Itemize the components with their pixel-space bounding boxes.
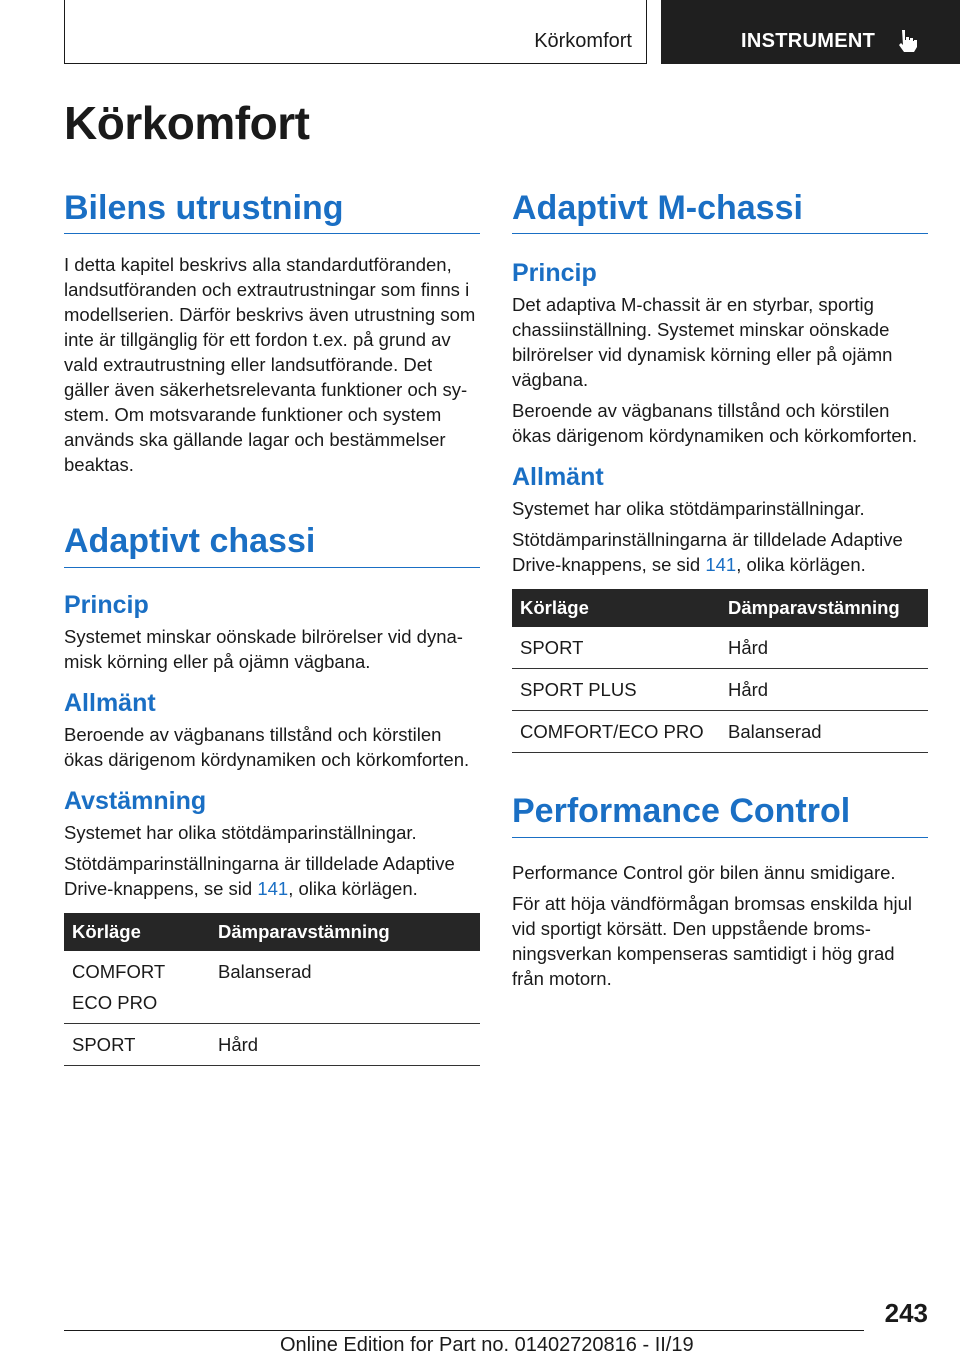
section-title-performance-control: Performance Control bbox=[512, 793, 928, 837]
table-header-mode: Körläge bbox=[512, 589, 720, 627]
page-link-141[interactable]: 141 bbox=[705, 554, 737, 576]
performance-control-text-2: För att höja vändförmågan bromsas enskilda hjul vid sportigt körsätt. Den uppstående bromsningsverkan kompenseras samtidigt i hög grad från motorn. bbox=[512, 892, 913, 989]
table-header-row bbox=[512, 589, 928, 627]
page-number: 243 bbox=[884, 1298, 928, 1328]
section-title-bilens-utrustning: Bilens utrustning bbox=[64, 190, 480, 234]
table-header-damping: Dämparavstämning bbox=[210, 913, 480, 951]
page-link-141[interactable]: 141 bbox=[257, 877, 289, 899]
table-row bbox=[64, 1023, 480, 1065]
section-title-adaptivt-m-chassi: Adaptivt M-chassi bbox=[512, 190, 928, 234]
table-cell-damping: Hård bbox=[720, 669, 928, 711]
table-row bbox=[64, 951, 480, 1024]
table-cell-mode: SPORT bbox=[64, 1023, 210, 1065]
subtitle-princip: Princip bbox=[64, 590, 149, 619]
princip-text: Systemet minskar oönskade bilrörelser vid dynamisk körning eller på ojämn vägbana. bbox=[64, 625, 463, 672]
damping-table bbox=[64, 913, 480, 1066]
subtitle-allmant: Allmänt bbox=[512, 463, 604, 492]
footer-divider bbox=[64, 1330, 864, 1331]
table-header-damping: Dämparavstämning bbox=[720, 589, 928, 627]
section-title-adaptivt-chassi: Adaptivt chassi bbox=[64, 523, 480, 567]
table-cell-damping: Balanserad bbox=[720, 711, 928, 753]
avstamning-text: Systemet har olika stötdämparinställningar. bbox=[64, 821, 417, 843]
table-cell-mode: SPORT bbox=[512, 627, 720, 669]
table-cell-damping: Hård bbox=[720, 627, 928, 669]
page-title: Körkomfort bbox=[64, 97, 310, 149]
footer-edition: Online Edition for Part no. 01402720816 - II/19 bbox=[280, 1334, 694, 1356]
table-row bbox=[512, 669, 928, 711]
avstamning-text-2: Stötdämparinställningarna är tilldelade Adaptive Drive-knappens, se sid 141, olika körlägen. bbox=[64, 852, 455, 899]
table-header-mode: Körläge bbox=[64, 913, 210, 951]
table-row bbox=[512, 711, 928, 753]
header-section-label: Körkomfort bbox=[534, 30, 632, 52]
m-damping-table bbox=[512, 589, 928, 753]
table-cell-mode: SPORT PLUS bbox=[512, 669, 720, 711]
allmant-text-2: Stötdämparinställningarna är tilldelade Adaptive Drive-knappens, se sid 141, olika körlägen. bbox=[512, 529, 903, 576]
header-chapter-tab[interactable] bbox=[661, 0, 960, 64]
allmant-text: Systemet har olika stötdämparinställningar. bbox=[512, 498, 865, 520]
table-header-row bbox=[64, 913, 480, 951]
header-section-tab bbox=[64, 0, 647, 64]
table-cell-mode: COMFORT/ECO PRO bbox=[512, 711, 720, 753]
subtitle-allmant: Allmänt bbox=[64, 688, 156, 717]
princip-text-2: Beroende av vägbanans tillstånd och körstilen ökas därigenom kördynamiken och körkomforten. bbox=[512, 400, 918, 447]
performance-control-text: Performance Control gör bilen ännu smidigare. bbox=[512, 861, 896, 883]
right-column bbox=[512, 190, 928, 991]
bilens-utrustning-text: I detta kapitel beskrivs alla standardutföranden, landsutföranden och extrautrustningar som finns i modellserien. Därför beskrivs även utrustning som inte är tillgänglig för ett fordon t.ex. på grund av vald extrautrustning eller landsutförande. Det gäller även säkerhetsrelevanta funktioner och system. Om motsvarande funktioner och system används ska gällande lagar och bestämmelser beaktas. bbox=[64, 254, 476, 476]
subtitle-princip: Princip bbox=[512, 259, 597, 288]
table-cell-damping: Hård bbox=[210, 1023, 480, 1065]
header-chapter-label: INSTRUMENT bbox=[741, 30, 876, 52]
pointing-hand-icon bbox=[895, 28, 921, 54]
table-cell-mode: COMFORT ECO PRO bbox=[64, 951, 210, 1024]
table-row bbox=[512, 627, 928, 669]
subtitle-avstamning: Avstämning bbox=[64, 786, 207, 815]
allmant-text: Beroende av vägbanans tillstånd och körstilen ökas därigenom kördynamiken och körkomforten. bbox=[64, 723, 470, 770]
princip-text: Det adaptiva M-chassit är en styrbar, sportig chassiinställning. Systemet minskar oönskade bilrörelser vid dynamisk körning eller på ojämn vägbana. bbox=[512, 294, 893, 391]
left-column bbox=[64, 190, 480, 1066]
table-cell-damping: Balanserad bbox=[210, 951, 480, 1024]
